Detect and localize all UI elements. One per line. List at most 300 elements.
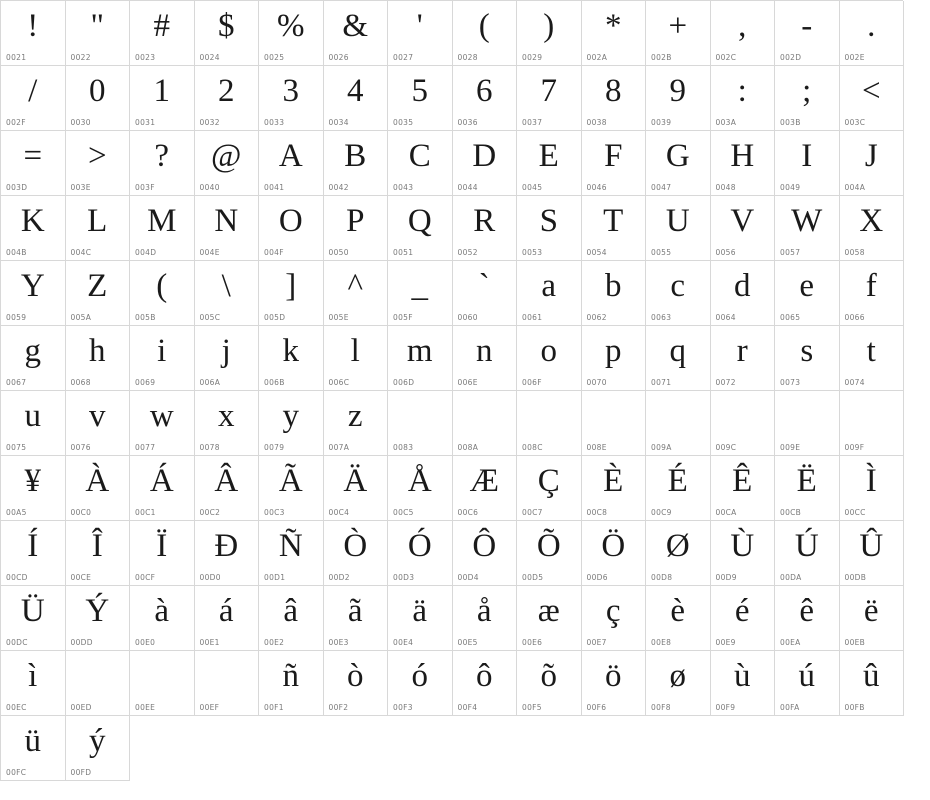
glyph-cell[interactable] — [1, 391, 66, 456]
glyph-character: ü — [24, 723, 41, 759]
glyph-cell[interactable] — [324, 1, 389, 66]
glyph-cell[interactable] — [130, 131, 195, 196]
glyph-character: l — [350, 333, 360, 369]
glyph-character: v — [89, 398, 106, 434]
glyph-character: - — [801, 8, 813, 44]
glyph-cell[interactable] — [195, 131, 260, 196]
glyph-cell[interactable] — [517, 326, 582, 391]
glyph-character: É — [667, 463, 688, 499]
glyph-codepoint: 002D — [780, 53, 802, 62]
glyph-cell[interactable] — [1, 456, 66, 521]
glyph-cell[interactable] — [259, 456, 324, 521]
glyph-cell[interactable] — [517, 196, 582, 261]
glyph-cell[interactable] — [130, 196, 195, 261]
glyph-cell[interactable] — [66, 651, 131, 716]
glyph-codepoint: 0032 — [199, 118, 220, 127]
glyph-codepoint: 0067 — [6, 378, 27, 387]
glyph-cell[interactable] — [195, 651, 260, 716]
glyph-cell[interactable] — [66, 1, 131, 66]
glyph-cell[interactable] — [1, 586, 66, 651]
glyph-codepoint: 0050 — [328, 248, 349, 257]
glyph-cell[interactable] — [840, 66, 905, 131]
glyph-cell[interactable] — [388, 261, 453, 326]
glyph-cell[interactable] — [324, 131, 389, 196]
glyph-character: ' — [416, 8, 423, 44]
glyph-cell[interactable] — [453, 131, 518, 196]
glyph-cell[interactable] — [517, 391, 582, 456]
glyph-character: ` — [478, 268, 490, 304]
glyph-cell[interactable] — [259, 326, 324, 391]
glyph-codepoint: 008C — [522, 443, 543, 452]
glyph-cell[interactable] — [453, 521, 518, 586]
glyph-cell[interactable] — [453, 586, 518, 651]
glyph-character: 0 — [89, 73, 106, 109]
glyph-cell[interactable] — [324, 196, 389, 261]
glyph-character — [582, 393, 646, 439]
glyph-codepoint: 00DA — [780, 573, 802, 582]
glyph-cell[interactable] — [1, 651, 66, 716]
glyph-codepoint: 0077 — [135, 443, 156, 452]
glyph-character: â — [283, 593, 299, 629]
glyph-cell[interactable] — [259, 521, 324, 586]
glyph-character: # — [153, 8, 170, 44]
glyph-cell[interactable] — [711, 521, 776, 586]
glyph-codepoint: 0048 — [715, 183, 736, 192]
glyph-codepoint: 0038 — [586, 118, 607, 127]
glyph-character: L — [87, 203, 108, 239]
glyph-cell[interactable] — [130, 1, 195, 66]
glyph-cell[interactable] — [646, 326, 711, 391]
glyph-character: ø — [669, 658, 686, 694]
glyph-cell[interactable] — [66, 456, 131, 521]
glyph-cell[interactable] — [775, 196, 840, 261]
glyph-codepoint: 00DD — [70, 638, 93, 647]
glyph-cell[interactable] — [259, 391, 324, 456]
glyph-codepoint: 00D0 — [199, 573, 221, 582]
glyph-cell[interactable] — [195, 521, 260, 586]
glyph-character: @ — [211, 138, 242, 174]
glyph-cell[interactable] — [259, 131, 324, 196]
glyph-codepoint: 00D5 — [522, 573, 544, 582]
glyph-cell[interactable] — [840, 1, 905, 66]
glyph-character: e — [799, 268, 815, 304]
glyph-character: Í — [27, 528, 39, 564]
glyph-cell[interactable] — [130, 391, 195, 456]
glyph-cell[interactable] — [259, 66, 324, 131]
glyph-cell[interactable] — [840, 391, 905, 456]
glyph-cell[interactable] — [453, 1, 518, 66]
glyph-codepoint: 0034 — [328, 118, 349, 127]
glyph-cell[interactable] — [195, 261, 260, 326]
glyph-character: Ñ — [278, 528, 303, 564]
glyph-cell[interactable] — [66, 196, 131, 261]
glyph-character: R — [473, 203, 496, 239]
grid-filler — [646, 716, 711, 781]
glyph-codepoint: 009C — [715, 443, 737, 452]
glyph-cell[interactable] — [259, 261, 324, 326]
glyph-cell[interactable] — [582, 651, 647, 716]
glyph-cell[interactable] — [324, 326, 389, 391]
glyph-codepoint: 0052 — [457, 248, 478, 257]
glyph-cell[interactable] — [711, 586, 776, 651]
glyph-character: ; — [802, 73, 812, 109]
glyph-codepoint: 0061 — [522, 313, 543, 322]
glyph-cell[interactable] — [582, 261, 647, 326]
glyph-cell[interactable] — [775, 131, 840, 196]
glyph-cell[interactable] — [388, 66, 453, 131]
glyph-cell[interactable] — [711, 261, 776, 326]
glyph-codepoint: 0028 — [457, 53, 478, 62]
glyph-cell[interactable] — [711, 391, 776, 456]
grid-filler — [711, 716, 776, 781]
glyph-character: J — [864, 138, 878, 174]
glyph-cell[interactable] — [388, 521, 453, 586]
glyph-codepoint: 00C4 — [328, 508, 350, 517]
glyph-codepoint: 002B — [651, 53, 672, 62]
glyph-cell[interactable] — [1, 1, 66, 66]
glyph-character: d — [734, 268, 751, 304]
glyph-cell[interactable] — [840, 261, 905, 326]
glyph-cell[interactable] — [388, 651, 453, 716]
glyph-cell[interactable] — [66, 391, 131, 456]
glyph-cell[interactable] — [840, 521, 905, 586]
glyph-codepoint: 00F3 — [393, 703, 413, 712]
glyph-character: ý — [89, 723, 106, 759]
glyph-cell[interactable] — [388, 456, 453, 521]
glyph-character: K — [20, 203, 45, 239]
glyph-character: T — [603, 203, 624, 239]
glyph-cell[interactable] — [324, 586, 389, 651]
glyph-cell[interactable] — [453, 456, 518, 521]
glyph-character — [517, 393, 581, 439]
glyph-cell[interactable] — [1, 131, 66, 196]
glyph-codepoint: 009E — [780, 443, 801, 452]
glyph-cell[interactable] — [66, 261, 131, 326]
glyph-codepoint: 0062 — [586, 313, 607, 322]
glyph-cell[interactable] — [259, 651, 324, 716]
glyph-cell[interactable] — [517, 66, 582, 131]
grid-filler — [324, 716, 389, 781]
glyph-codepoint: 00EA — [780, 638, 801, 647]
glyph-cell[interactable] — [517, 1, 582, 66]
glyph-character: 4 — [347, 73, 364, 109]
glyph-codepoint: 0047 — [651, 183, 672, 192]
glyph-codepoint: 00C6 — [457, 508, 479, 517]
glyph-cell[interactable] — [582, 391, 647, 456]
glyph-cell[interactable] — [582, 586, 647, 651]
grid-filler — [259, 716, 324, 781]
glyph-cell[interactable] — [775, 326, 840, 391]
glyph-cell[interactable] — [775, 456, 840, 521]
glyph-codepoint: 00FC — [6, 768, 27, 777]
glyph-character: s — [800, 333, 814, 369]
glyph-codepoint: 0053 — [522, 248, 543, 257]
glyph-cell[interactable] — [582, 521, 647, 586]
glyph-character: Ì — [865, 463, 877, 499]
glyph-cell[interactable] — [453, 261, 518, 326]
glyph-cell[interactable] — [130, 586, 195, 651]
glyph-cell[interactable] — [775, 66, 840, 131]
glyph-codepoint: 0023 — [135, 53, 156, 62]
glyph-character: i — [157, 333, 167, 369]
glyph-character: y — [282, 398, 299, 434]
glyph-cell[interactable] — [130, 521, 195, 586]
glyph-codepoint: 0075 — [6, 443, 27, 452]
glyph-character: . — [867, 8, 876, 44]
glyph-cell[interactable] — [388, 326, 453, 391]
glyph-character: < — [861, 73, 881, 109]
glyph-cell[interactable] — [130, 651, 195, 716]
glyph-codepoint: 00EE — [135, 703, 156, 712]
glyph-cell[interactable] — [646, 261, 711, 326]
glyph-cell[interactable] — [453, 196, 518, 261]
glyph-cell[interactable] — [195, 1, 260, 66]
glyph-codepoint: 0058 — [844, 248, 865, 257]
glyph-cell[interactable] — [259, 586, 324, 651]
glyph-codepoint: 0031 — [135, 118, 156, 127]
glyph-cell[interactable] — [453, 391, 518, 456]
glyph-cell[interactable] — [711, 66, 776, 131]
glyph-codepoint: 00EB — [844, 638, 866, 647]
glyph-character: I — [801, 138, 813, 174]
glyph-cell[interactable] — [1, 261, 66, 326]
glyph-character: 2 — [218, 73, 235, 109]
glyph-codepoint: 0071 — [651, 378, 672, 387]
glyph-codepoint: 005E — [328, 313, 349, 322]
glyph-cell[interactable] — [388, 391, 453, 456]
glyph-codepoint: 00F6 — [586, 703, 607, 712]
glyph-character: % — [277, 8, 305, 44]
glyph-character: X — [859, 203, 884, 239]
glyph-cell[interactable] — [646, 651, 711, 716]
glyph-cell[interactable] — [259, 196, 324, 261]
glyph-cell[interactable] — [130, 326, 195, 391]
glyph-cell[interactable] — [66, 66, 131, 131]
glyph-codepoint: 00C1 — [135, 508, 156, 517]
glyph-codepoint: 0046 — [586, 183, 607, 192]
grid-filler — [582, 716, 647, 781]
glyph-codepoint: 00ED — [70, 703, 92, 712]
glyph-cell[interactable] — [646, 456, 711, 521]
glyph-cell[interactable] — [66, 586, 131, 651]
glyph-character: a — [541, 268, 557, 304]
glyph-character: è — [670, 593, 686, 629]
glyph-cell[interactable] — [711, 196, 776, 261]
glyph-codepoint: 00E0 — [135, 638, 156, 647]
glyph-cell[interactable] — [840, 456, 905, 521]
glyph-cell[interactable] — [775, 391, 840, 456]
glyph-cell[interactable] — [646, 586, 711, 651]
glyph-cell[interactable] — [582, 196, 647, 261]
glyph-codepoint: 00E1 — [199, 638, 220, 647]
glyph-character: ( — [478, 8, 490, 44]
glyph-cell[interactable] — [195, 456, 260, 521]
glyph-cell[interactable] — [711, 1, 776, 66]
glyph-character: é — [734, 593, 750, 629]
glyph-codepoint: 0025 — [264, 53, 285, 62]
glyph-codepoint: 00CC — [844, 508, 866, 517]
glyph-codepoint: 00F2 — [328, 703, 349, 712]
glyph-cell[interactable] — [195, 326, 260, 391]
glyph-codepoint: 00C2 — [199, 508, 221, 517]
glyph-cell[interactable] — [840, 586, 905, 651]
glyph-codepoint: 00E4 — [393, 638, 414, 647]
glyph-codepoint: 005F — [393, 313, 413, 322]
glyph-character: m — [406, 333, 433, 369]
glyph-character: H — [730, 138, 755, 174]
glyph-codepoint: 00E9 — [715, 638, 736, 647]
glyph-cell[interactable] — [130, 66, 195, 131]
glyph-codepoint: 006E — [457, 378, 478, 387]
glyph-character: p — [605, 333, 622, 369]
glyph-character: ñ — [282, 658, 299, 694]
glyph-character: ? — [154, 138, 170, 174]
glyph-cell[interactable] — [517, 586, 582, 651]
glyph-character: D — [472, 138, 497, 174]
glyph-cell[interactable] — [195, 66, 260, 131]
glyph-codepoint: 005A — [70, 313, 92, 322]
glyph-codepoint: 006A — [199, 378, 221, 387]
glyph-character: B — [344, 138, 367, 174]
glyph-codepoint: 003C — [844, 118, 866, 127]
glyph-cell[interactable] — [130, 261, 195, 326]
glyph-codepoint: 004F — [264, 248, 284, 257]
glyph-codepoint: 0069 — [135, 378, 156, 387]
glyph-cell[interactable] — [775, 261, 840, 326]
glyph-codepoint: 00FD — [70, 768, 92, 777]
glyph-codepoint: 00F4 — [457, 703, 478, 712]
glyph-cell[interactable] — [66, 131, 131, 196]
glyph-cell[interactable] — [775, 586, 840, 651]
glyph-character: ! — [27, 8, 39, 44]
glyph-cell[interactable] — [711, 456, 776, 521]
glyph-character: Û — [859, 528, 884, 564]
glyph-cell[interactable] — [840, 651, 905, 716]
glyph-character: * — [605, 8, 622, 44]
glyph-character: P — [346, 203, 365, 239]
glyph-cell[interactable] — [388, 586, 453, 651]
glyph-cell[interactable] — [324, 521, 389, 586]
glyph-character — [66, 653, 130, 699]
glyph-cell[interactable] — [582, 326, 647, 391]
glyph-cell[interactable] — [195, 391, 260, 456]
glyph-codepoint: 00CD — [6, 573, 28, 582]
glyph-character: 1 — [153, 73, 170, 109]
glyph-cell[interactable] — [388, 131, 453, 196]
glyph-character: x — [218, 398, 235, 434]
glyph-cell[interactable] — [517, 131, 582, 196]
glyph-cell[interactable] — [1, 326, 66, 391]
glyph-codepoint: 00F8 — [651, 703, 671, 712]
glyph-cell[interactable] — [388, 196, 453, 261]
glyph-character: $ — [218, 8, 235, 44]
glyph-cell[interactable] — [646, 391, 711, 456]
glyph-cell[interactable] — [1, 716, 66, 781]
glyph-cell[interactable] — [388, 1, 453, 66]
glyph-character: h — [89, 333, 106, 369]
glyph-cell[interactable] — [840, 196, 905, 261]
glyph-cell[interactable] — [711, 131, 776, 196]
glyph-cell[interactable] — [582, 1, 647, 66]
glyph-cell[interactable] — [453, 326, 518, 391]
glyph-cell[interactable] — [711, 326, 776, 391]
glyph-character: å — [476, 593, 492, 629]
glyph-character: Ê — [732, 463, 753, 499]
glyph-cell[interactable] — [453, 651, 518, 716]
glyph-codepoint: 00D8 — [651, 573, 673, 582]
glyph-cell[interactable] — [324, 651, 389, 716]
glyph-character — [646, 393, 710, 439]
glyph-cell[interactable] — [646, 66, 711, 131]
glyph-cell[interactable] — [646, 196, 711, 261]
glyph-cell[interactable] — [775, 651, 840, 716]
glyph-cell[interactable] — [775, 521, 840, 586]
glyph-cell[interactable] — [582, 131, 647, 196]
glyph-codepoint: 0041 — [264, 183, 285, 192]
glyph-character: V — [730, 203, 755, 239]
glyph-cell[interactable] — [66, 716, 131, 781]
glyph-character: ä — [412, 593, 428, 629]
glyph-cell[interactable] — [324, 391, 389, 456]
glyph-cell[interactable] — [66, 326, 131, 391]
glyph-character: z — [347, 398, 363, 434]
glyph-cell[interactable] — [646, 131, 711, 196]
glyph-cell[interactable] — [646, 1, 711, 66]
glyph-cell[interactable] — [1, 521, 66, 586]
glyph-cell[interactable] — [582, 66, 647, 131]
glyph-cell[interactable] — [582, 456, 647, 521]
glyph-codepoint: 0043 — [393, 183, 414, 192]
glyph-cell[interactable] — [259, 1, 324, 66]
glyph-cell[interactable] — [324, 66, 389, 131]
glyph-character: c — [670, 268, 686, 304]
glyph-cell[interactable] — [453, 66, 518, 131]
glyph-codepoint: 009A — [651, 443, 672, 452]
glyph-character: ) — [543, 8, 555, 44]
glyph-codepoint: 004D — [135, 248, 157, 257]
glyph-character: ó — [411, 658, 428, 694]
glyph-character: Â — [214, 463, 239, 499]
glyph-cell[interactable] — [195, 196, 260, 261]
glyph-cell[interactable] — [646, 521, 711, 586]
glyph-character — [840, 393, 904, 439]
glyph-codepoint: 002F — [6, 118, 26, 127]
glyph-character: ì — [28, 658, 38, 694]
glyph-codepoint: 0083 — [393, 443, 414, 452]
glyph-codepoint: 0063 — [651, 313, 672, 322]
glyph-cell[interactable] — [66, 521, 131, 586]
glyph-cell[interactable] — [840, 131, 905, 196]
glyph-cell[interactable] — [840, 326, 905, 391]
glyph-character — [195, 653, 259, 699]
glyph-cell[interactable] — [324, 261, 389, 326]
glyph-cell[interactable] — [324, 456, 389, 521]
glyph-cell[interactable] — [1, 196, 66, 261]
glyph-cell[interactable] — [195, 586, 260, 651]
glyph-cell[interactable] — [517, 521, 582, 586]
glyph-cell[interactable] — [517, 261, 582, 326]
glyph-codepoint: 0049 — [780, 183, 801, 192]
glyph-cell[interactable] — [517, 651, 582, 716]
glyph-character: Ù — [730, 528, 755, 564]
glyph-cell[interactable] — [775, 1, 840, 66]
glyph-cell[interactable] — [1, 66, 66, 131]
glyph-codepoint: 00A5 — [6, 508, 27, 517]
glyph-character: : — [737, 73, 747, 109]
glyph-cell[interactable] — [517, 456, 582, 521]
glyph-cell[interactable] — [711, 651, 776, 716]
glyph-cell[interactable] — [130, 456, 195, 521]
